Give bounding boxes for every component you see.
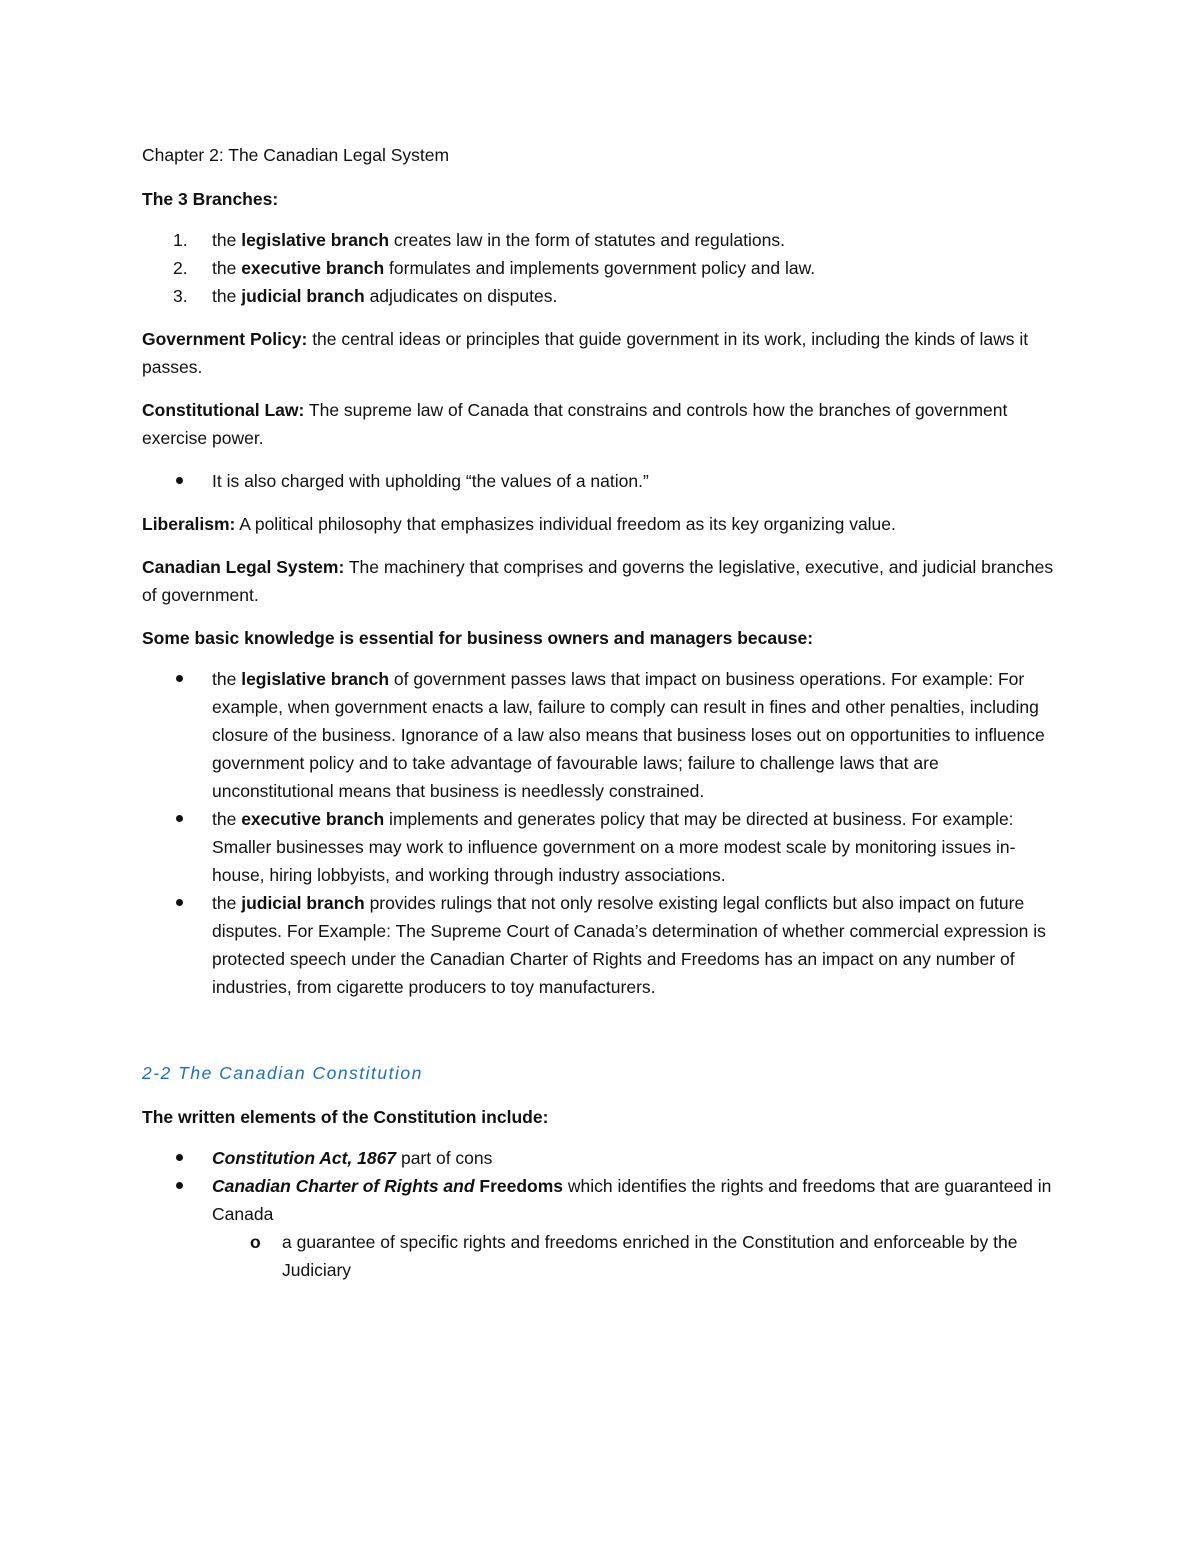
bullet-text-post: implements and generates policy that may be directed at business. For example: Smaller businesses may work to influence government on a more modest scale by monitoring issues in-house, hiring lobbyists, and working through industry associations. xyxy=(212,809,1016,885)
knowledge-heading-text: Some basic knowledge is essential for business owners and managers because: xyxy=(142,628,814,648)
written-elements-list xyxy=(142,1144,1062,1284)
document-content xyxy=(142,141,1062,1299)
definition-legal-system xyxy=(142,553,1062,609)
sub-bullet-item xyxy=(212,1228,1062,1284)
bullet-text-pre: the xyxy=(212,809,242,829)
definition-text: the central ideas or principles that guide government in its work, including the kinds of laws it passes. xyxy=(142,329,1029,377)
definition-term: Canadian Legal System: xyxy=(142,557,345,577)
bullet-text: It is also charged with upholding “the values of a nation.” xyxy=(212,471,649,491)
branch-text-post: adjudicates on disputes. xyxy=(364,286,558,306)
bullet-text-post: part of cons xyxy=(396,1148,493,1168)
definition-term: Government Policy: xyxy=(142,329,308,349)
sub-bullet-text: a guarantee of specific rights and freedoms enriched in the Constitution and enforceable by the Judiciary xyxy=(282,1232,1018,1280)
bullet-text-post: which identifies the rights and freedoms that are guaranteed in Canada xyxy=(212,1176,1052,1224)
bullet-icon xyxy=(176,477,183,484)
bullet-term: executive branch xyxy=(241,809,385,829)
definition-term: Liberalism: xyxy=(142,514,236,534)
branch-item xyxy=(142,254,1062,282)
act-title: Constitution Act, 1867 xyxy=(212,1148,397,1168)
constitutional-law-bullets xyxy=(142,467,1062,495)
definition-text: The supreme law of Canada that constrains and controls how the branches of government exercise power. xyxy=(142,400,1008,448)
list-number: 1. xyxy=(173,230,188,250)
bullet-icon xyxy=(176,675,183,682)
list-number: 3. xyxy=(173,286,188,306)
bullet-item xyxy=(142,889,1062,1001)
sub-list xyxy=(212,1228,1062,1284)
bullet-item xyxy=(142,1172,1062,1284)
bullet-term: judicial branch xyxy=(241,893,365,913)
bullet-icon xyxy=(176,1154,183,1161)
charter-title: Canadian Charter of Rights and xyxy=(212,1176,475,1196)
bullet-text-post: provides rulings that not only resolve existing legal conflicts but also impact on future disputes. For Example: The Supreme Court of Canada’s determination of whether commercial expression is protected speech under the Canadian Charter of Rights and Freedoms has an impact on any number of industries, from cigarette producers to toy manufacturers. xyxy=(212,893,1046,997)
knowledge-heading xyxy=(142,624,1062,652)
branch-text-post: creates law in the form of statutes and regulations. xyxy=(389,230,785,250)
knowledge-list xyxy=(142,665,1062,1001)
branch-item xyxy=(142,282,1062,310)
definition-liberalism xyxy=(142,510,1062,538)
branches-heading xyxy=(142,185,1062,213)
bullet-icon xyxy=(176,1182,183,1189)
circle-bullet-icon: o xyxy=(250,1232,261,1252)
bullet-item xyxy=(142,1144,1062,1172)
charter-title-end: Freedoms xyxy=(474,1176,564,1196)
section-heading: 2-2 The Canadian Constitution xyxy=(142,1063,423,1083)
bullet-item xyxy=(142,805,1062,889)
list-number: 2. xyxy=(173,258,188,278)
branch-text-pre: the xyxy=(212,230,242,250)
branch-term: judicial branch xyxy=(241,286,365,306)
branch-term: legislative branch xyxy=(241,230,390,250)
definition-text: The machinery that comprises and governs the legislative, executive, and judicial branches of government. xyxy=(142,557,1054,605)
branch-term: executive branch xyxy=(241,258,385,278)
definition-term: Constitutional Law: xyxy=(142,400,305,420)
bullet-icon xyxy=(176,899,183,906)
branch-text-post: formulates and implements government policy and law. xyxy=(384,258,816,278)
bullet-item xyxy=(142,467,1062,495)
bullet-text-post: of government passes laws that impact on business operations. For example: For example, when government enacts a law, failure to comply can result in fines and other penalties, including closure of the business. Ignorance of a law also means that business loses out on opportunities to influence government policy and to take advantage of favourable laws; failure to challenge laws that are unconstitutional means that business is needlessly constrained. xyxy=(212,669,1045,801)
definition-text: A political philosophy that emphasizes individual freedom as its key organizing value. xyxy=(235,514,896,534)
bullet-icon xyxy=(176,815,183,822)
branch-text-pre: the xyxy=(212,258,242,278)
definition-constitutional-law xyxy=(142,396,1062,452)
bullet-term: legislative branch xyxy=(241,669,390,689)
bullet-item xyxy=(142,665,1062,805)
branches-heading-text: The 3 Branches: xyxy=(142,189,279,209)
branch-item xyxy=(142,226,1062,254)
definition-government-policy xyxy=(142,325,1062,381)
bullet-text-pre: the xyxy=(212,893,242,913)
page-title: Chapter 2: The Canadian Legal System xyxy=(142,145,450,165)
branches-list xyxy=(142,226,1062,310)
written-elements-heading-text: The written elements of the Constitution include: xyxy=(142,1107,549,1127)
branch-text-pre: the xyxy=(212,286,242,306)
written-elements-heading xyxy=(142,1103,1062,1131)
bullet-text-pre: the xyxy=(212,669,242,689)
